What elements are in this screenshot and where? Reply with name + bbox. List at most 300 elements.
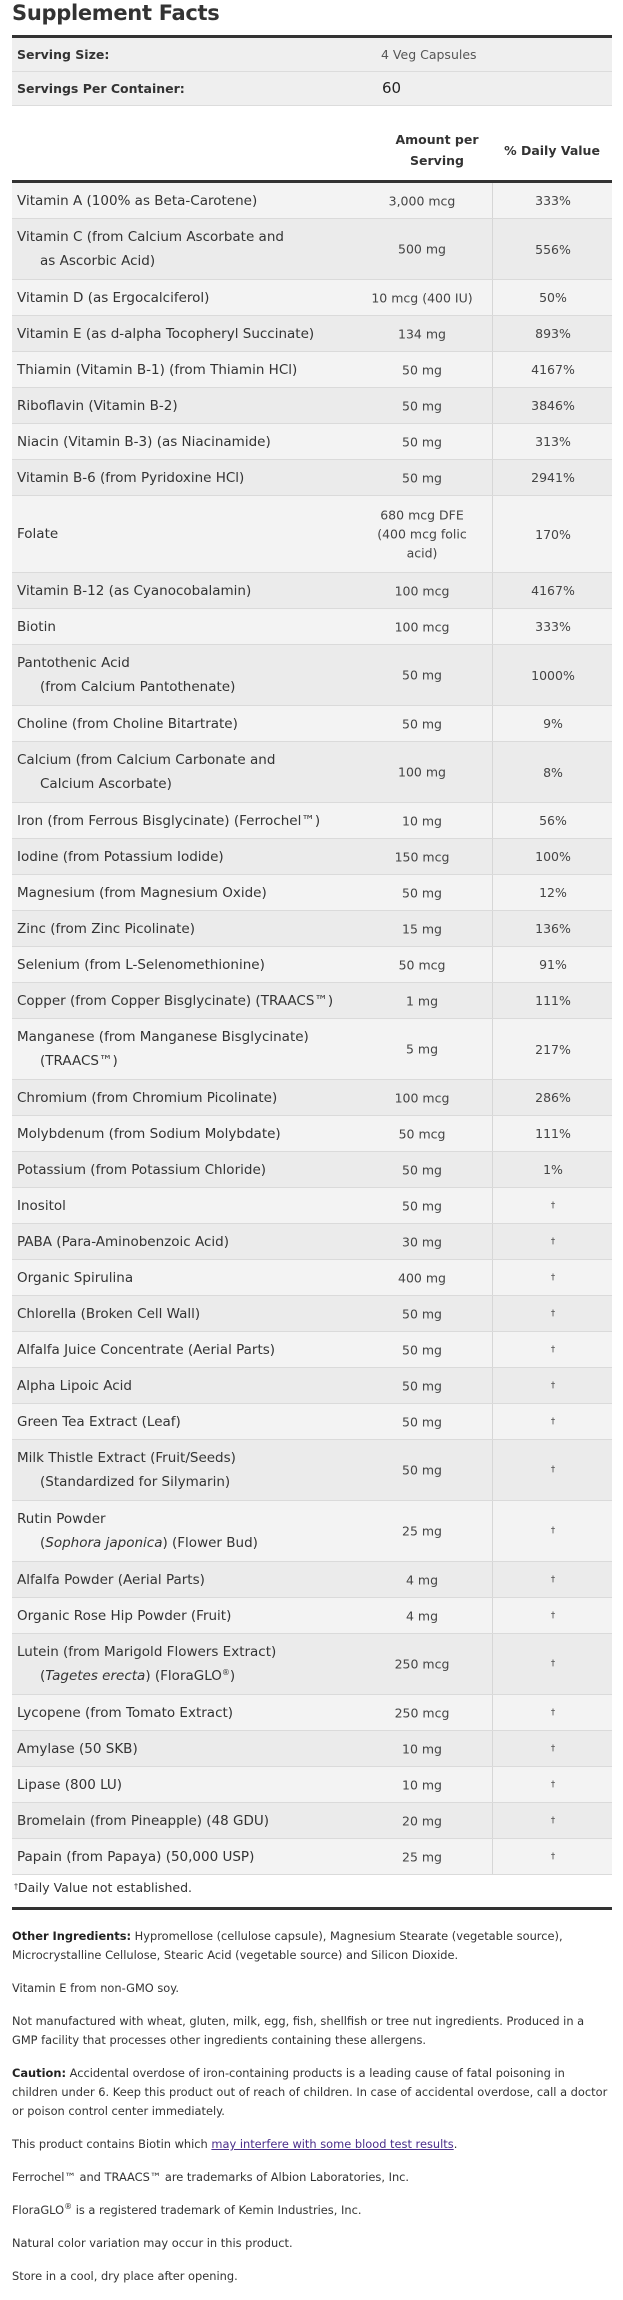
nutrient-name: [17, 522, 357, 546]
allergen-note: Not manufactured with wheat, gluten, milk, egg, fish, shellfish or tree nut ingredients. Produced in a GMP facility that processes other ingredients containing these allergens.: [12, 2014, 585, 2047]
nutrient-row: [12, 573, 612, 609]
nutrient-amount: [352, 1040, 492, 1059]
nutrient-row: [12, 1695, 612, 1731]
nutrient-name-line1: Magnesium (from Magnesium Oxide): [17, 884, 267, 901]
nutrient-amount: [352, 1196, 492, 1215]
nutrient-row: [12, 983, 612, 1019]
nutrient-amount-line: 50 mg: [402, 1342, 442, 1357]
nutrient-daily-value: 136%: [492, 911, 613, 946]
caution-label: Caution:: [12, 2066, 66, 2080]
registered-mark: ®: [64, 2202, 73, 2211]
nutrient-amount-line: 100 mcg: [394, 583, 450, 598]
color-variation-note: Natural color variation may occur in this product.: [12, 2236, 293, 2250]
nutrient-name: [17, 1158, 357, 1182]
nutrient-daily-value: †: [492, 1404, 613, 1439]
nutrient-name: [17, 189, 357, 213]
nutrient-row: [12, 183, 612, 219]
nutrient-amount-line: 50 mg: [402, 1378, 442, 1393]
nutrient-name-line1: Alpha Lipoic Acid: [17, 1377, 132, 1394]
nutrient-name-line1: Papain (from Papaya) (50,000 USP): [17, 1848, 255, 1865]
servings-per-container-label: Servings Per Container:: [17, 81, 185, 96]
nutrient-daily-value: 111%: [492, 983, 613, 1018]
table-header: [12, 126, 612, 178]
nutrient-amount-line: 30 mg: [402, 1234, 442, 1249]
nutrient-amount-line: 134 mg: [398, 326, 446, 341]
nutrient-name: [17, 466, 357, 490]
nutrient-name: [17, 1194, 357, 1218]
nutrient-name-line1: Zinc (from Zinc Picolinate): [17, 920, 195, 937]
nutrient-name: [17, 651, 357, 699]
nutrient-name: [17, 1568, 357, 1592]
servings-per-container-value: 60: [382, 79, 402, 97]
nutrient-name-line1: Riboflavin (Vitamin B-2): [17, 397, 178, 414]
nutrient-amount-line: 50 mg: [402, 470, 442, 485]
nutrient-amount: [352, 1655, 492, 1674]
nutrient-daily-value: †: [492, 1562, 613, 1597]
nutrient-amount-line: 50 mg: [402, 1414, 442, 1429]
nutrient-amount: [352, 432, 492, 451]
nutrient-name-line1: Biotin: [17, 618, 56, 635]
page-title: Supplement Facts: [12, 1, 220, 25]
nutrient-name-line1: Vitamin C (from Calcium Ascorbate and: [17, 229, 284, 245]
nutrient-name-line1: Niacin (Vitamin B-3) (as Niacinamide): [17, 433, 271, 450]
nutrient-amount: [352, 1739, 492, 1758]
nutrient-amount-line: 400 mg: [398, 1270, 446, 1285]
nutrient-amount-line: 15 mg: [402, 921, 442, 936]
nutrient-name-part: (: [40, 1668, 46, 1684]
nutrient-name: [17, 1302, 357, 1326]
nutrient-row: [12, 388, 612, 424]
nutrient-row: [12, 1152, 612, 1188]
nutrient-row: [12, 1116, 612, 1152]
nutrient-name: [17, 579, 357, 603]
nutrient-name-line1: Vitamin B-12 (as Cyanocobalamin): [17, 582, 252, 599]
nutrient-amount-line: 50 mg: [402, 667, 442, 683]
botanical-name: Tagetes erecta: [45, 1668, 146, 1684]
blood-test-link[interactable]: may interfere with some blood test results: [211, 2137, 454, 2151]
nutrient-name: [17, 845, 357, 869]
nutrient-daily-value: †: [492, 1332, 613, 1367]
amount-per-serving-header: [372, 129, 502, 171]
nutrient-daily-value: †: [492, 1695, 613, 1730]
nutrient-amount-line: 50 mg: [402, 1306, 442, 1321]
nutrient-name: [17, 1266, 357, 1290]
nutrient-daily-value: 4167%: [492, 573, 613, 608]
nutrient-name: [17, 1086, 357, 1110]
nutrient-row: [12, 803, 612, 839]
nutrient-name: [17, 1701, 357, 1725]
nutrient-amount-line: 10 mg: [402, 1741, 442, 1756]
nutrient-name: [17, 748, 357, 796]
nutrient-row: [12, 1731, 612, 1767]
nutrient-daily-value: 170%: [492, 496, 613, 572]
nutrient-row: [12, 316, 612, 352]
nutrient-row: [12, 352, 612, 388]
nutrient-amount-line: 500 mg: [398, 241, 446, 257]
nutrient-row: [12, 1019, 612, 1080]
nutrient-daily-value: †: [492, 1260, 613, 1295]
nutrient-amount-line: 4 mg: [405, 1572, 439, 1587]
nutrient-name-part: ) (Flower Bud): [162, 1535, 258, 1551]
nutrient-amount: [352, 1811, 492, 1830]
nutrient-name-part: ): [229, 1668, 236, 1684]
nutrient-name: [17, 712, 357, 736]
nutrient-amount: [352, 763, 492, 782]
nutrient-name: [17, 1809, 357, 1833]
nutrient-row: [12, 742, 612, 803]
caution-note: [12, 2064, 612, 2121]
nutrient-daily-value: 313%: [492, 424, 613, 459]
nutrient-amount-line: 50 mg: [402, 434, 442, 449]
nutrient-daily-value: 12%: [492, 875, 613, 910]
nutrient-amount: [352, 288, 492, 307]
nutrient-daily-value: †: [492, 1188, 613, 1223]
nutrient-amount: [352, 396, 492, 415]
nutrient-row: [12, 1767, 612, 1803]
nutrient-row: [12, 875, 612, 911]
nutrient-daily-value: 100%: [492, 839, 613, 874]
nutrient-amount: [352, 1775, 492, 1794]
nutrient-name-line2: as Ascorbic Acid): [40, 253, 156, 269]
nutrient-name-line1: Iodine (from Potassium Iodide): [17, 848, 224, 865]
nutrient-name-line1: Folate: [17, 526, 59, 542]
amount-header-line1: Amount per: [395, 132, 479, 147]
nutrient-name: [17, 1122, 357, 1146]
nutrient-name-line1: Vitamin A (100% as Beta-Carotene): [17, 192, 258, 209]
nutrient-amount-line: 20 mg: [402, 1813, 442, 1828]
nutrient-amount-line: 100 mg: [398, 764, 446, 780]
nutrient-row: [12, 911, 612, 947]
nutrient-row: [12, 1803, 612, 1839]
nutrient-name: [17, 917, 357, 941]
nutrient-name-line1: Choline (from Choline Bitartrate): [17, 715, 238, 732]
nutrient-row: [12, 1839, 612, 1875]
nutrient-amount: [352, 1160, 492, 1179]
nutrient-row: [12, 1188, 612, 1224]
biotin-note: [12, 2135, 612, 2154]
nutrient-row: [12, 1080, 612, 1116]
nutrient-name-line1: Calcium (from Calcium Carbonate and: [17, 752, 276, 768]
nutrient-amount: [352, 506, 492, 563]
nutrient-amount: [352, 919, 492, 938]
serving-size-row: [12, 38, 612, 72]
nutrient-row: [12, 1598, 612, 1634]
nutrient-amount: [352, 1412, 492, 1431]
nutrient-name-line1: Bromelain (from Pineapple) (48 GDU): [17, 1812, 270, 1829]
nutrient-name-line1: Organic Rose Hip Powder (Fruit): [17, 1607, 232, 1624]
nutrient-name: [17, 953, 357, 977]
serving-info: [12, 38, 612, 106]
nutrient-amount: [352, 714, 492, 733]
nutrient-name-line1: Inositol: [17, 1197, 66, 1214]
other-ingredients-text: Hypromellose (cellulose capsule), Magnesium Stearate (vegetable source), Microcrystalline Cellulose, Stearic Acid (vegetable source) and Silicon Dioxide.: [12, 1929, 563, 1962]
serving-size-label: Serving Size:: [17, 47, 110, 62]
nutrient-row: [12, 460, 612, 496]
nutrient-amount: [352, 1847, 492, 1866]
nutrient-name-line1: Thiamin (Vitamin B-1) (from Thiamin HCl): [17, 361, 298, 378]
nutrient-amount-line: 100 mcg: [394, 1090, 450, 1105]
nutrient-row: [12, 280, 612, 316]
nutrient-daily-value: 8%: [492, 742, 613, 802]
nutrient-row: [12, 1634, 612, 1695]
nutrient-row: [12, 424, 612, 460]
nutrient-name-line2: (TRAACS™): [40, 1053, 118, 1069]
nutrient-name-line1: Vitamin E (as d-alpha Tocopheryl Succinate): [17, 325, 315, 342]
nutrient-name: [17, 1446, 357, 1494]
nutrient-row: [12, 1404, 612, 1440]
floraglo-rest: is a registered trademark of Kemin Industries, Inc.: [72, 2203, 362, 2217]
nutrient-name-line2: (from Calcium Pantothenate): [40, 679, 236, 695]
nutrient-amount: [352, 1376, 492, 1395]
nutrient-amount-line: 50 mg: [402, 1198, 442, 1213]
nutrient-name-line1: Copper (from Copper Bisglycinate) (TRAACS™): [17, 992, 334, 1009]
nutrient-daily-value: 333%: [492, 609, 613, 644]
nutrient-amount: [352, 1304, 492, 1323]
storage-note: Store in a cool, dry place after opening.: [12, 2269, 238, 2283]
nutrient-name-line2: Calcium Ascorbate): [40, 776, 172, 792]
nutrient-amount: [352, 191, 492, 210]
nutrient-name-line2: (Standardized for Silymarin): [40, 1474, 231, 1490]
nutrient-amount-line: 25 mg: [402, 1523, 442, 1539]
nutrient-name-line1: Manganese (from Manganese Bisglycinate): [17, 1029, 309, 1045]
nutrient-row: [12, 1296, 612, 1332]
nutrient-amount: [352, 617, 492, 636]
vitamin-e-note: Vitamin E from non-GMO soy.: [12, 1981, 180, 1995]
nutrient-name: [17, 430, 357, 454]
nutrient-name-line1: Iron (from Ferrous Bisglycinate) (Ferrochel™): [17, 812, 321, 829]
nutrient-name-line1: Amylase (50 SKB): [17, 1740, 138, 1757]
other-ingredients: [12, 1927, 612, 1965]
nutrient-amount: [352, 883, 492, 902]
nutrient-row: [12, 1368, 612, 1404]
nutrient-amount: [352, 1268, 492, 1287]
nutrient-name-line1: Vitamin B-6 (from Pyridoxine HCl): [17, 469, 245, 486]
nutrient-name-line1: Organic Spirulina: [17, 1269, 134, 1286]
nutrient-daily-value: 4167%: [492, 352, 613, 387]
nutrient-name: [17, 1845, 357, 1869]
nutrient-daily-value: 893%: [492, 316, 613, 351]
nutrient-amount-line: 10 mg: [402, 813, 442, 828]
nutrient-name: [17, 394, 357, 418]
nutrient-daily-value: 286%: [492, 1080, 613, 1115]
nutrient-amount: [352, 955, 492, 974]
nutrient-amount-line: 250 mcg: [394, 1656, 450, 1672]
nutrient-amount: [352, 360, 492, 379]
nutrient-daily-value: 3846%: [492, 388, 613, 423]
nutrient-daily-value: †: [492, 1731, 613, 1766]
nutrient-daily-value: 2941%: [492, 460, 613, 495]
nutrient-daily-value: 56%: [492, 803, 613, 838]
nutrient-name-line1: Rutin Powder: [17, 1511, 106, 1527]
nutrient-name-part: (: [40, 1535, 46, 1551]
nutrient-amount-line: 50 mcg: [398, 957, 446, 972]
nutrient-name: [17, 225, 357, 273]
caution-text: Accidental overdose of iron-containing products is a leading cause of fatal poisoning in children under 6. Keep this product out of reach of children. In case of accidental overdose, call a doctor or poison control center immediately.: [12, 2066, 608, 2118]
biotin-prefix: This product contains Biotin which: [12, 2137, 212, 2151]
nutrient-daily-value: 1000%: [492, 645, 613, 705]
nutrient-name: [17, 615, 357, 639]
nutrient-row: [12, 1332, 612, 1368]
nutrient-row: [12, 839, 612, 875]
nutrient-daily-value: †: [492, 1440, 613, 1500]
nutrient-amount-line: 100 mcg: [394, 619, 450, 634]
nutrient-amount: [352, 1124, 492, 1143]
nutrient-daily-value: †: [492, 1296, 613, 1331]
nutrient-name-line1: Lipase (800 LU): [17, 1776, 123, 1793]
nutrient-name: [17, 1230, 357, 1254]
nutrient-amount: [352, 240, 492, 259]
nutrient-daily-value: †: [492, 1368, 613, 1403]
nutrient-row: [12, 1260, 612, 1296]
nutrient-amount-line: 680 mcg DFE: [380, 507, 464, 523]
nutrient-daily-value: †: [492, 1839, 613, 1874]
nutrient-name: [17, 1025, 357, 1073]
nutrient-amount-line: 50 mg: [402, 362, 442, 377]
nutrient-row: [12, 1440, 612, 1501]
nutrient-daily-value: 91%: [492, 947, 613, 982]
servings-per-container-row: [12, 72, 612, 106]
nutrient-name-part: ) (FloraGLO: [145, 1668, 222, 1684]
nutrient-amount-line: 4 mg: [405, 1608, 439, 1623]
nutrient-amount-line: 50 mg: [402, 716, 442, 731]
nutrient-row: [12, 1562, 612, 1598]
nutrient-amount-line: 50 mcg: [398, 1126, 446, 1141]
nutrient-row: [12, 645, 612, 706]
nutrient-amount: [352, 1606, 492, 1625]
nutrient-amount-line: 3,000 mcg: [388, 193, 456, 208]
nutrient-name: [17, 1410, 357, 1434]
nutrient-amount: [352, 666, 492, 685]
nutrient-amount: [352, 1340, 492, 1359]
nutrient-amount-line: 150 mcg: [394, 849, 450, 864]
registered-mark: ®: [221, 1668, 230, 1677]
nutrient-name: [17, 1374, 357, 1398]
nutrient-daily-value: 111%: [492, 1116, 613, 1151]
serving-size-value: 4 Veg Capsules: [381, 47, 477, 62]
nutrient-name: [17, 286, 357, 310]
nutrient-amount-line: 10 mg: [402, 1777, 442, 1792]
nutrient-amount-line: 50 mg: [402, 885, 442, 900]
nutrient-daily-value: †: [492, 1224, 613, 1259]
nutrient-amount: [352, 847, 492, 866]
nutrient-amount-line: 50 mg: [402, 398, 442, 413]
nutrient-name-line1: PABA (Para-Aminobenzoic Acid): [17, 1233, 229, 1250]
nutrient-daily-value: †: [492, 1803, 613, 1838]
nutrient-amount-line: 10 mcg (400 IU): [371, 290, 473, 305]
nutrient-name-line1: Alfalfa Juice Concentrate (Aerial Parts): [17, 1341, 276, 1358]
footnote-text: Daily Value not established.: [18, 1880, 193, 1895]
nutrient-row: [12, 1224, 612, 1260]
nutrient-amount-line: 5 mg: [405, 1041, 439, 1057]
nutrient-amount: [352, 991, 492, 1010]
nutrient-daily-value: 50%: [492, 280, 613, 315]
nutrient-row: [12, 496, 612, 573]
nutrient-amount-line: 250 mcg: [394, 1705, 450, 1720]
nutrient-name: [17, 1737, 357, 1761]
nutrient-amount: [352, 468, 492, 487]
nutrient-name-line1: Chromium (from Chromium Picolinate): [17, 1089, 278, 1106]
nutrient-daily-value: †: [492, 1501, 613, 1561]
nutrient-name: [17, 1507, 357, 1555]
dagger-symbol: †: [14, 1882, 18, 1891]
nutrient-name: [17, 809, 357, 833]
nutrient-amount: [352, 1232, 492, 1251]
nutrient-row: [12, 609, 612, 645]
nutrient-name: [17, 1604, 357, 1628]
nutrient-amount-line: 50 mg: [402, 1462, 442, 1478]
nutrient-row: [12, 1501, 612, 1562]
botanical-name: Sophora japonica: [45, 1535, 163, 1551]
floraglo-trademark-note: [12, 2201, 612, 2220]
nutrient-name-line1: Selenium (from L-Selenomethionine): [17, 956, 265, 973]
nutrient-name-line1: Lutein (from Marigold Flowers Extract): [17, 1644, 277, 1660]
nutrient-table: [12, 183, 612, 1875]
biotin-suffix: .: [453, 2137, 458, 2151]
nutrient-row: [12, 947, 612, 983]
nutrient-daily-value: 333%: [492, 183, 613, 218]
nutrient-amount-line: 25 mg: [402, 1849, 442, 1864]
nutrient-amount: [352, 1461, 492, 1480]
nutrient-name: [17, 358, 357, 382]
daily-value-header: % Daily Value: [504, 143, 600, 158]
nutrient-daily-value: 556%: [492, 219, 613, 279]
nutrient-name: [17, 1338, 357, 1362]
nutrient-name: [17, 1640, 357, 1688]
nutrient-name: [17, 1773, 357, 1797]
albion-trademark-note: Ferrochel™ and TRAACS™ are trademarks of Albion Laboratories, Inc.: [12, 2170, 410, 2184]
nutrient-amount: [352, 1088, 492, 1107]
nutrient-row: [12, 219, 612, 280]
nutrient-amount: [352, 1703, 492, 1722]
nutrient-name-line1: Vitamin D (as Ergocalciferol): [17, 289, 210, 306]
amount-header-line2: Serving: [410, 153, 464, 168]
nutrient-name-line1: Chlorella (Broken Cell Wall): [17, 1305, 201, 1322]
nutrient-amount: [352, 1570, 492, 1589]
nutrient-daily-value: 9%: [492, 706, 613, 741]
nutrient-name-line2: [17, 1531, 357, 1555]
nutrient-name-line2: [17, 1664, 357, 1688]
nutrient-amount-line: (400 mcg folic: [377, 526, 467, 542]
bottom-rule: [12, 1907, 612, 1910]
nutrient-amount-line: 1 mg: [405, 993, 439, 1008]
nutrient-name-line1: Milk Thistle Extract (Fruit/Seeds): [17, 1450, 236, 1466]
nutrient-amount: [352, 324, 492, 343]
nutrient-name: [17, 989, 357, 1013]
nutrient-name-line1: Lycopene (from Tomato Extract): [17, 1704, 234, 1721]
nutrient-daily-value: †: [492, 1634, 613, 1694]
nutrient-name-line1: Pantothenic Acid: [17, 655, 130, 671]
footnote: [14, 1877, 192, 1898]
nutrient-amount: [352, 811, 492, 830]
nutrient-daily-value: †: [492, 1767, 613, 1802]
nutrient-amount-line: acid): [406, 545, 438, 561]
nutrient-daily-value: 217%: [492, 1019, 613, 1079]
nutrient-daily-value: 1%: [492, 1152, 613, 1187]
other-ingredients-label: Other Ingredients:: [12, 1929, 132, 1943]
nutrient-name-line1: Molybdenum (from Sodium Molybdate): [17, 1125, 281, 1142]
nutrient-name-line1: Green Tea Extract (Leaf): [17, 1413, 181, 1430]
nutrient-name-line1: Alfalfa Powder (Aerial Parts): [17, 1571, 205, 1588]
label-notes: [12, 1927, 612, 2300]
nutrient-name: [17, 322, 357, 346]
nutrient-name: [17, 881, 357, 905]
floraglo-name: FloraGLO: [12, 2203, 65, 2217]
nutrient-amount: [352, 1522, 492, 1541]
nutrient-amount-line: 50 mg: [402, 1162, 442, 1177]
nutrient-row: [12, 706, 612, 742]
nutrient-daily-value: †: [492, 1598, 613, 1633]
nutrient-amount: [352, 581, 492, 600]
